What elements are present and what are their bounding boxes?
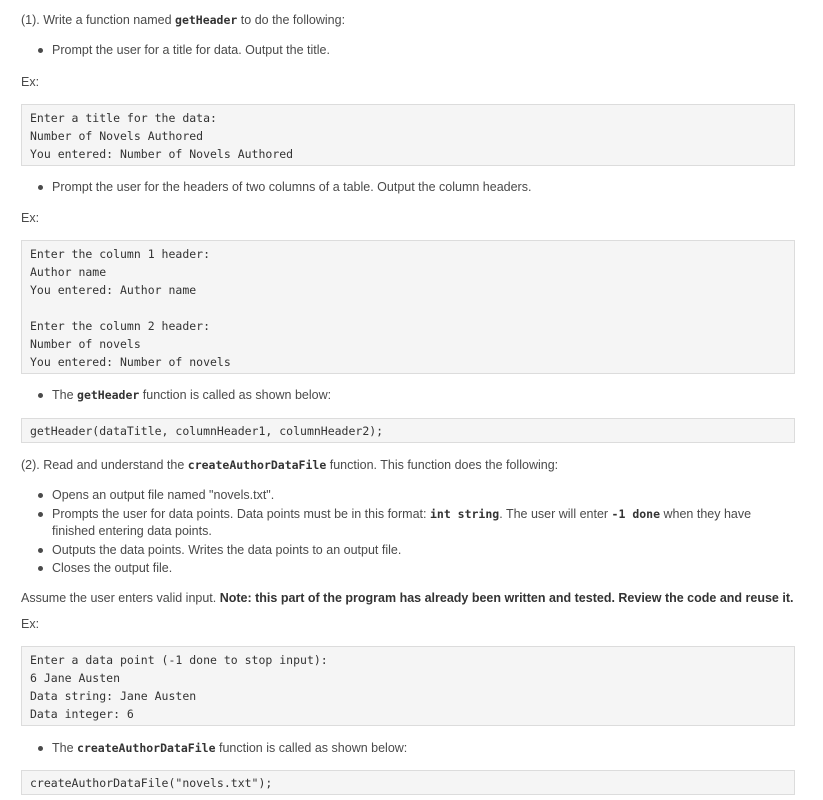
code-line: You entered: Number of Novels Authored	[30, 147, 294, 161]
part2-bullet4: Closes the output file.	[52, 561, 173, 575]
bullet3-fn-name: getHeader	[77, 388, 140, 402]
code-line: Number of Novels Authored	[30, 129, 204, 143]
code-line: getHeader(dataTitle, columnHeader1, columnHeader2);	[30, 424, 384, 438]
part1-bullet1: Prompt the user for a title for data. Output the title.	[52, 43, 330, 57]
call-text: The	[52, 741, 78, 755]
code-line: Number of novels	[30, 337, 141, 351]
part1-bullet3	[52, 387, 331, 403]
bullet-marker	[38, 185, 43, 190]
part1-intro-after: to do the following:	[237, 13, 346, 27]
bullet2-after: when they have	[660, 507, 752, 521]
bullet2-mid: . The user will enter	[499, 507, 612, 521]
bullet-marker	[38, 746, 43, 751]
bullet2-code-format: int string	[429, 507, 500, 521]
bullet-marker	[38, 48, 43, 53]
call-after: function is called as shown below:	[215, 741, 408, 755]
bullet-marker	[38, 493, 43, 498]
part2-bullet2	[52, 506, 751, 522]
bullet-marker	[38, 548, 43, 553]
bullet-marker	[38, 566, 43, 571]
code-block-call	[21, 418, 795, 443]
code-line: 6 Jane Austen	[30, 671, 121, 685]
example-label: Ex:	[21, 211, 40, 225]
code-line: Author name	[30, 265, 107, 279]
part1-intro-text: (1). Write a function named	[21, 13, 176, 27]
example-label: Ex:	[21, 617, 40, 631]
assume-text: Assume the user enters valid input.	[21, 591, 220, 605]
bullet-marker	[38, 512, 43, 517]
part2-fn-name: createAuthorDataFile	[187, 458, 327, 472]
code-line: Enter a title for the data:	[30, 111, 217, 125]
code-line: You entered: Number of novels	[30, 355, 231, 369]
code-line: Enter a data point (-1 done to stop input):	[30, 653, 328, 667]
code-line: createAuthorDataFile("novels.txt");	[30, 776, 273, 790]
part2-intro-after: function. This function does the following:	[326, 458, 559, 472]
code-block-title	[21, 104, 795, 166]
code-block-datapoints	[21, 646, 795, 726]
part2-bullet2-line2: finished entering data points.	[52, 524, 212, 538]
code-line: Data string: Jane Austen	[30, 689, 197, 703]
part2-intro	[21, 457, 558, 473]
code-line: You entered: Author name	[30, 283, 197, 297]
code-block-headers	[21, 240, 795, 374]
example-label: Ex:	[21, 75, 40, 89]
bullet3-after: function is called as shown below:	[139, 388, 332, 402]
part1-bullet2: Prompt the user for the headers of two columns of a table. Output the column headers.	[52, 180, 532, 194]
code-line: Enter the column 1 header:	[30, 247, 211, 261]
assume-bold-note: Note: this part of the program has already been written and tested. Review the code and reuse it.	[219, 591, 794, 605]
code-block-call2	[21, 770, 795, 795]
call-fn-name: createAuthorDataFile	[77, 741, 216, 755]
part2-bullet1: Opens an output file named "novels.txt".	[52, 488, 275, 502]
part2-bullet3: Outputs the data points. Writes the data points to an output file.	[52, 543, 402, 557]
bullet3-text: The	[52, 388, 78, 402]
bullet-marker	[38, 393, 43, 398]
part2-intro-text: (2). Read and understand the	[21, 458, 188, 472]
part1-intro	[21, 12, 345, 28]
part1-fn-name: getHeader	[175, 13, 238, 27]
assume-note	[21, 590, 793, 606]
bullet2-code-done: -1 done	[611, 507, 661, 521]
code-line: Data integer: 6	[30, 707, 134, 721]
bullet2-text: Prompts the user for data points. Data points must be in this format:	[52, 507, 430, 521]
part2-call-bullet	[52, 740, 407, 756]
code-line: Enter the column 2 header:	[30, 319, 211, 333]
